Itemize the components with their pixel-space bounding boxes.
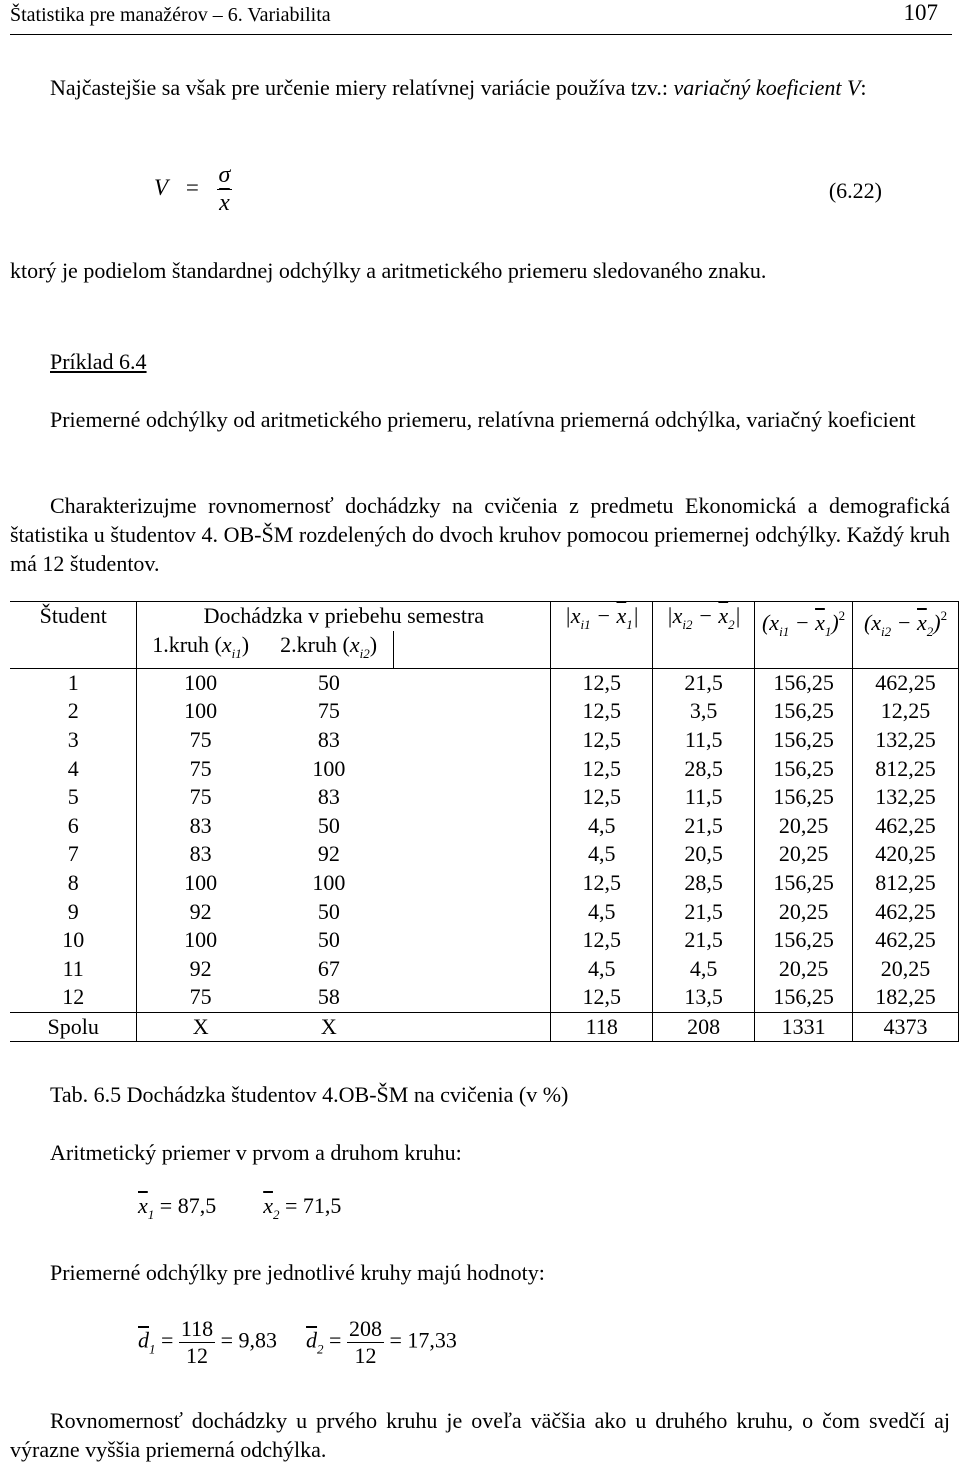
- total-cell: X: [137, 1012, 264, 1042]
- table-cell: 20,25: [755, 955, 853, 984]
- means-intro: Aritmetický priemer v prvom a druhom kruhu:: [50, 1140, 462, 1165]
- table-cell: 67: [317, 955, 340, 981]
- header-kruh1: 1.kruh $(x_{i1})$: [152, 631, 250, 661]
- table-cell: 7: [10, 840, 137, 869]
- table-cell: 4,5: [551, 812, 653, 841]
- table-cell: 12,5: [551, 726, 653, 755]
- formula-variation-coefficient: [154, 162, 232, 217]
- table-cell: 75: [189, 784, 212, 810]
- table-header-row-1: [10, 602, 959, 631]
- table-cell: 12,5: [551, 983, 653, 1012]
- table-cell: 4,5: [551, 840, 653, 869]
- table-row: [10, 668, 959, 697]
- total-cell: X: [264, 1012, 394, 1042]
- header-attendance-label: Dochádzka v priebehu semestra: [203, 603, 485, 629]
- table-cell: 21,5: [653, 926, 755, 955]
- table-cell: 11,5: [653, 726, 755, 755]
- table-cell: 12,5: [551, 926, 653, 955]
- total-cell: 1331: [755, 1012, 853, 1042]
- table-row: [10, 955, 959, 984]
- table-cell: 12,5: [551, 668, 653, 697]
- table-cell: 4,5: [551, 897, 653, 926]
- total-cell: Spolu: [10, 1012, 137, 1042]
- total-cell: 118: [551, 1012, 653, 1042]
- table-cell: 13,5: [653, 983, 755, 1012]
- example-heading: Príklad 6.4: [50, 349, 147, 374]
- table-row: [10, 754, 959, 783]
- table-cell: 75: [317, 698, 340, 724]
- table-cell: 462,25: [853, 668, 959, 697]
- intro-term: variačný koeficient V: [673, 75, 861, 100]
- table-cell: 156,25: [755, 983, 853, 1012]
- d2-value: 17,33: [407, 1327, 457, 1353]
- table-cell: 100: [312, 870, 346, 896]
- table-cell: 83: [189, 812, 212, 838]
- deviations-intro: Priemerné odchýlky pre jednotlivé kruhy majú hodnoty:: [50, 1260, 545, 1285]
- table-cell: 12,5: [551, 783, 653, 812]
- table-cell: 6: [10, 812, 137, 841]
- example-title: Priemerné odchýlky od aritmetického priemeru, relatívna priemerná odchýlka, variačný koeficient: [50, 407, 916, 432]
- table-cell: 4,5: [653, 955, 755, 984]
- table-cell: 12: [10, 983, 137, 1012]
- table-cell: 11,5: [653, 783, 755, 812]
- table-cell: 83: [189, 841, 212, 867]
- mean-x1-value: 87,5: [177, 1193, 217, 1218]
- table-cell: 83: [317, 727, 340, 753]
- d1-numerator: 118: [180, 1316, 214, 1341]
- header-kruh2-label: 2.kruh: [280, 631, 337, 657]
- table-cell: 4,5: [551, 955, 653, 984]
- header-student: Študent: [10, 602, 137, 631]
- formula-lhs: V: [154, 174, 169, 200]
- table-cell: 50: [264, 668, 394, 697]
- table-total-row: [10, 1012, 959, 1042]
- table-cell: 75: [189, 727, 212, 753]
- header-kruh2: 2.kruh $(x_{i2})$: [264, 631, 394, 669]
- table-cell: 156,25: [755, 754, 853, 783]
- table-cell: 100: [137, 668, 264, 697]
- header-abs-dev-1: $|x_{i1} - \overline{x}_1|$: [551, 602, 653, 669]
- table-cell: 83: [317, 784, 340, 810]
- table-cell: 92: [189, 898, 212, 924]
- deviations-formula: $\overline{d}_1$ = $\frac{118}{12}$ = 9,83 $\overline{d}_2$ = $\frac{208}{12}$ = 17,33: [138, 1316, 457, 1368]
- table-cell: 20,25: [755, 897, 853, 926]
- table-cell: 20,5: [653, 840, 755, 869]
- d1-value: 9,83: [238, 1327, 278, 1353]
- table-cell: 3,5: [653, 697, 755, 726]
- table-cell: 92: [189, 955, 212, 981]
- table-cell: 100: [184, 870, 218, 896]
- header-rule: [10, 34, 952, 35]
- table-cell: 11: [10, 955, 137, 984]
- table-row: [10, 840, 959, 869]
- header-kruh1-label: 1.kruh: [152, 631, 210, 657]
- formula-denominator: x: [217, 189, 233, 217]
- table-cell: 20,25: [755, 812, 853, 841]
- table-cell: 9: [10, 897, 137, 926]
- formula-explanation: ktorý je podielom štandardnej odchýlky a aritmetického priemeru sledovaného znaku.: [10, 258, 767, 283]
- table-cell: 12,5: [551, 754, 653, 783]
- table-row: [10, 726, 959, 755]
- means-formula: $\overline{x}_1 = 87,5$ $\overline{x}_2 = 71,5$: [138, 1193, 342, 1222]
- table-cell: 2: [10, 697, 137, 726]
- formula-label: (6.22): [828, 178, 882, 203]
- table-caption: Tab. 6.5 Dochádzka študentov 4.OB-ŠM na cvičenia (v %): [50, 1082, 569, 1107]
- d1-denominator: 12: [179, 1342, 215, 1369]
- table-cell: 182,25: [853, 983, 959, 1012]
- total-cell: 4373: [853, 1012, 959, 1042]
- table-cell: 75: [189, 755, 212, 781]
- table-cell: 50: [317, 812, 340, 838]
- table-row: [10, 783, 959, 812]
- table-cell: 4: [10, 754, 137, 783]
- table-cell: 1: [10, 668, 137, 697]
- table-cell: 28,5: [653, 754, 755, 783]
- example-body: Charakterizujme rovnomernosť dochádzky na cvičenia z predmetu Ekonomická a demografická štatistika u študentov 4. OB-ŠM rozdelených do dvoch kruhov pomocou priemernej odchýlky. Každý kruh má 12 študentov.: [10, 493, 950, 576]
- table-cell: 156,25: [755, 697, 853, 726]
- table-row: [10, 697, 959, 726]
- page-number: 107: [903, 0, 938, 25]
- table-cell: 20,25: [853, 955, 959, 984]
- table-cell: 5: [10, 783, 137, 812]
- intro-colon: :: [860, 75, 867, 100]
- table-row: [10, 983, 959, 1012]
- d2-denominator: 12: [347, 1342, 384, 1369]
- table-cell: 132,25: [853, 726, 959, 755]
- table-cell: 100: [312, 755, 346, 781]
- header-sq-dev-2: $(x_{i2} - \overline{x}_2)^2$: [853, 602, 959, 669]
- table-cell: 50: [317, 898, 340, 924]
- table-cell: 156,25: [755, 726, 853, 755]
- table-cell: 156,25: [755, 926, 853, 955]
- d2-numerator: 208: [348, 1316, 382, 1341]
- intro-paragraph: [10, 73, 950, 102]
- table-cell: 92: [317, 841, 340, 867]
- table-cell: 12,25: [853, 697, 959, 726]
- table-cell: 50: [317, 927, 340, 953]
- header-attendance-group: [137, 602, 551, 631]
- table-cell: 75: [189, 984, 212, 1010]
- header-sq-dev-1: $(x_{i1} - \overline{x}_1)^2$: [755, 602, 853, 669]
- table-cell: 156,25: [755, 869, 853, 898]
- formula-eq: =: [185, 174, 199, 200]
- table-cell: 58: [317, 984, 340, 1010]
- table-cell: 8: [10, 869, 137, 898]
- table-cell: 132,25: [853, 783, 959, 812]
- running-header-title: Štatistika pre manažérov – 6. Variabilita: [10, 4, 331, 26]
- table-cell: 3: [10, 726, 137, 755]
- table-cell: 812,25: [853, 754, 959, 783]
- table-cell: 12,5: [551, 697, 653, 726]
- table-body: [10, 668, 959, 1012]
- table-cell: 156,25: [755, 783, 853, 812]
- table-cell: 28,5: [653, 869, 755, 898]
- table-cell: 812,25: [853, 869, 959, 898]
- header-abs-dev-2: $|x_{i2} - \overline{x}_2|$: [653, 602, 755, 669]
- table-cell: 156,25: [755, 668, 853, 697]
- table-cell: 462,25: [853, 926, 959, 955]
- mean-x2-value: 71,5: [302, 1193, 342, 1218]
- table-cell: 12,5: [551, 869, 653, 898]
- formula-fraction: [217, 162, 233, 217]
- total-cell: 208: [653, 1012, 755, 1042]
- table-cell: 420,25: [853, 840, 959, 869]
- d2-fraction: [347, 1316, 384, 1369]
- attendance-table: [10, 601, 959, 1042]
- table-row: [10, 897, 959, 926]
- table-cell: 21,5: [653, 812, 755, 841]
- table-cell: 10: [10, 926, 137, 955]
- table-cell: 21,5: [653, 668, 755, 697]
- table-cell: 462,25: [853, 897, 959, 926]
- table-cell: 100: [184, 927, 218, 953]
- table-row: [10, 812, 959, 841]
- formula-numerator: σ: [218, 162, 231, 188]
- d1-fraction: [179, 1316, 215, 1369]
- intro-text: Najčastejšie sa však pre určenie miery relatívnej variácie používa tzv.:: [50, 75, 674, 100]
- table-cell: 21,5: [653, 897, 755, 926]
- table-cell: 100: [184, 698, 218, 724]
- table-row: [10, 869, 959, 898]
- conclusion-paragraph: Rovnomernosť dochádzky u prvého kruhu je oveľa väčšia ako u druhého kruhu, o čom svedčí aj výrazne vyššia priemerná odchýlka.: [10, 1408, 950, 1462]
- table-cell: 20,25: [755, 840, 853, 869]
- table-cell: 462,25: [853, 812, 959, 841]
- table-row: [10, 926, 959, 955]
